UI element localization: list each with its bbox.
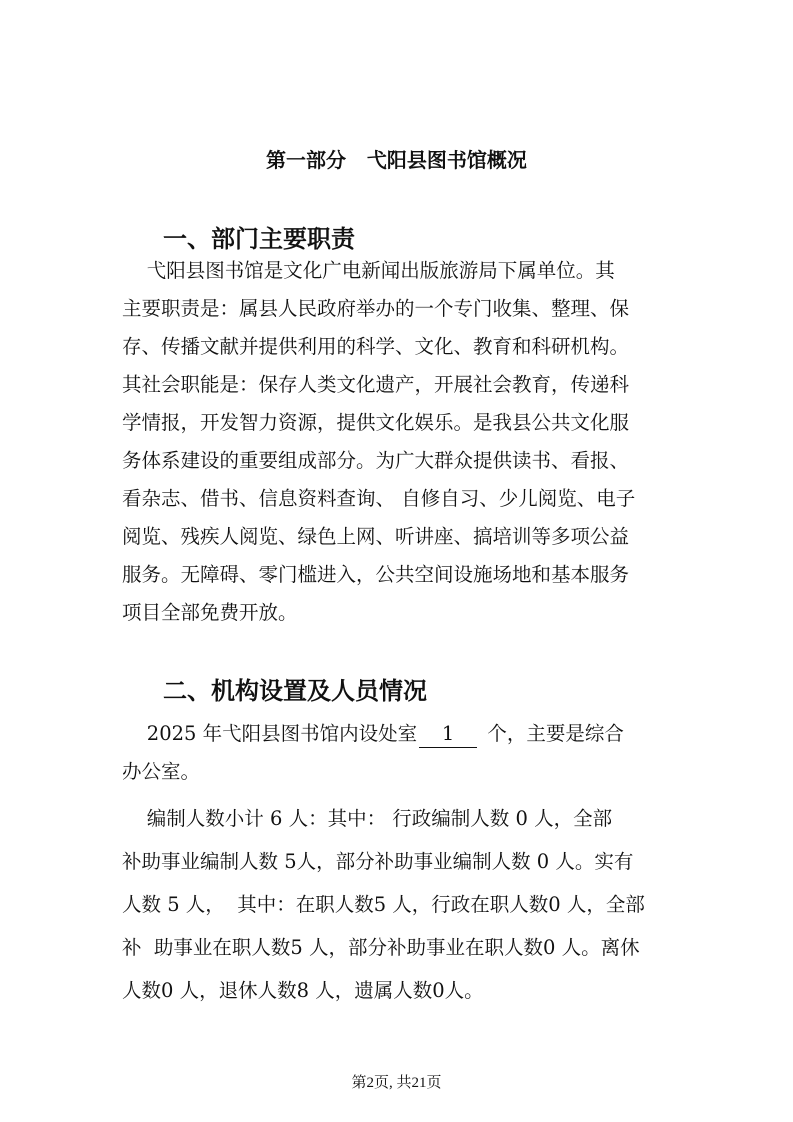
- org-line: [122, 715, 682, 753]
- paragraph-line: 办公室。: [122, 760, 201, 783]
- section-heading-organization: 二、机构设置及人员情况: [163, 677, 427, 705]
- paragraph-line: 务体系建设的重要组成部分。为广大群众提供读书、看报、: [122, 449, 630, 472]
- paragraph-line: 存、传播文献并提供利用的科学、文化、教育和科研机构。: [122, 335, 630, 358]
- duties-paragraph: [122, 252, 682, 632]
- org-count-blank: 1: [419, 721, 477, 748]
- section-heading-duties: 一、部门主要职责: [163, 225, 355, 253]
- paragraph-line: 补助事业编制人数 5人，部分补助事业编制人数 0 人。实有: [122, 850, 634, 873]
- page-footer: 第2页, 共21页: [351, 1075, 442, 1091]
- paragraph-line: 其社会职能是：保存人类文化遗产，开展社会教育，传递科: [122, 373, 630, 396]
- staff-paragraph: [122, 797, 682, 1012]
- paragraph-line: 主要职责是：属县人民政府举办的一个专门收集、整理、保: [122, 297, 630, 320]
- paragraph-line: 补 助事业在职人数5 人，部分补助事业在职人数0 人。离休: [122, 936, 640, 959]
- paragraph-line: 看杂志、借书、信息资料查询、 自修自习、少儿阅览、电子: [122, 487, 636, 510]
- org-line-suffix: 个，主要是综合: [481, 722, 624, 745]
- paragraph-line: 人数 5 人， 其中：在职人数5 人，行政在职人数0 人，全部: [122, 893, 645, 916]
- paragraph-line: 编制人数小计 6 人：其中： 行政编制人数 0 人，全部: [122, 807, 613, 830]
- org-line-prefix: 2025 年弋阳县图书馆内设处室: [122, 722, 418, 745]
- organization-paragraph: [122, 715, 682, 791]
- paragraph-line: 项目全部免费开放。: [122, 601, 298, 624]
- paragraph-line: 服务。无障碍、零门槛进入，公共空间设施场地和基本服务: [122, 563, 630, 586]
- paragraph-line: 弋阳县图书馆是文化广电新闻出版旅游局下属单位。其: [122, 259, 615, 282]
- paragraph-line: 阅览、残疾人阅览、绿色上网、听讲座、搞培训等多项公益: [122, 525, 630, 548]
- paragraph-line: 人数0 人，退休人数8 人，遗属人数0人。: [122, 979, 484, 1002]
- page-title: 第一部分 弋阳县图书馆概况: [266, 148, 527, 172]
- paragraph-line: 学情报，开发智力资源，提供文化娱乐。是我县公共文化服: [122, 411, 630, 434]
